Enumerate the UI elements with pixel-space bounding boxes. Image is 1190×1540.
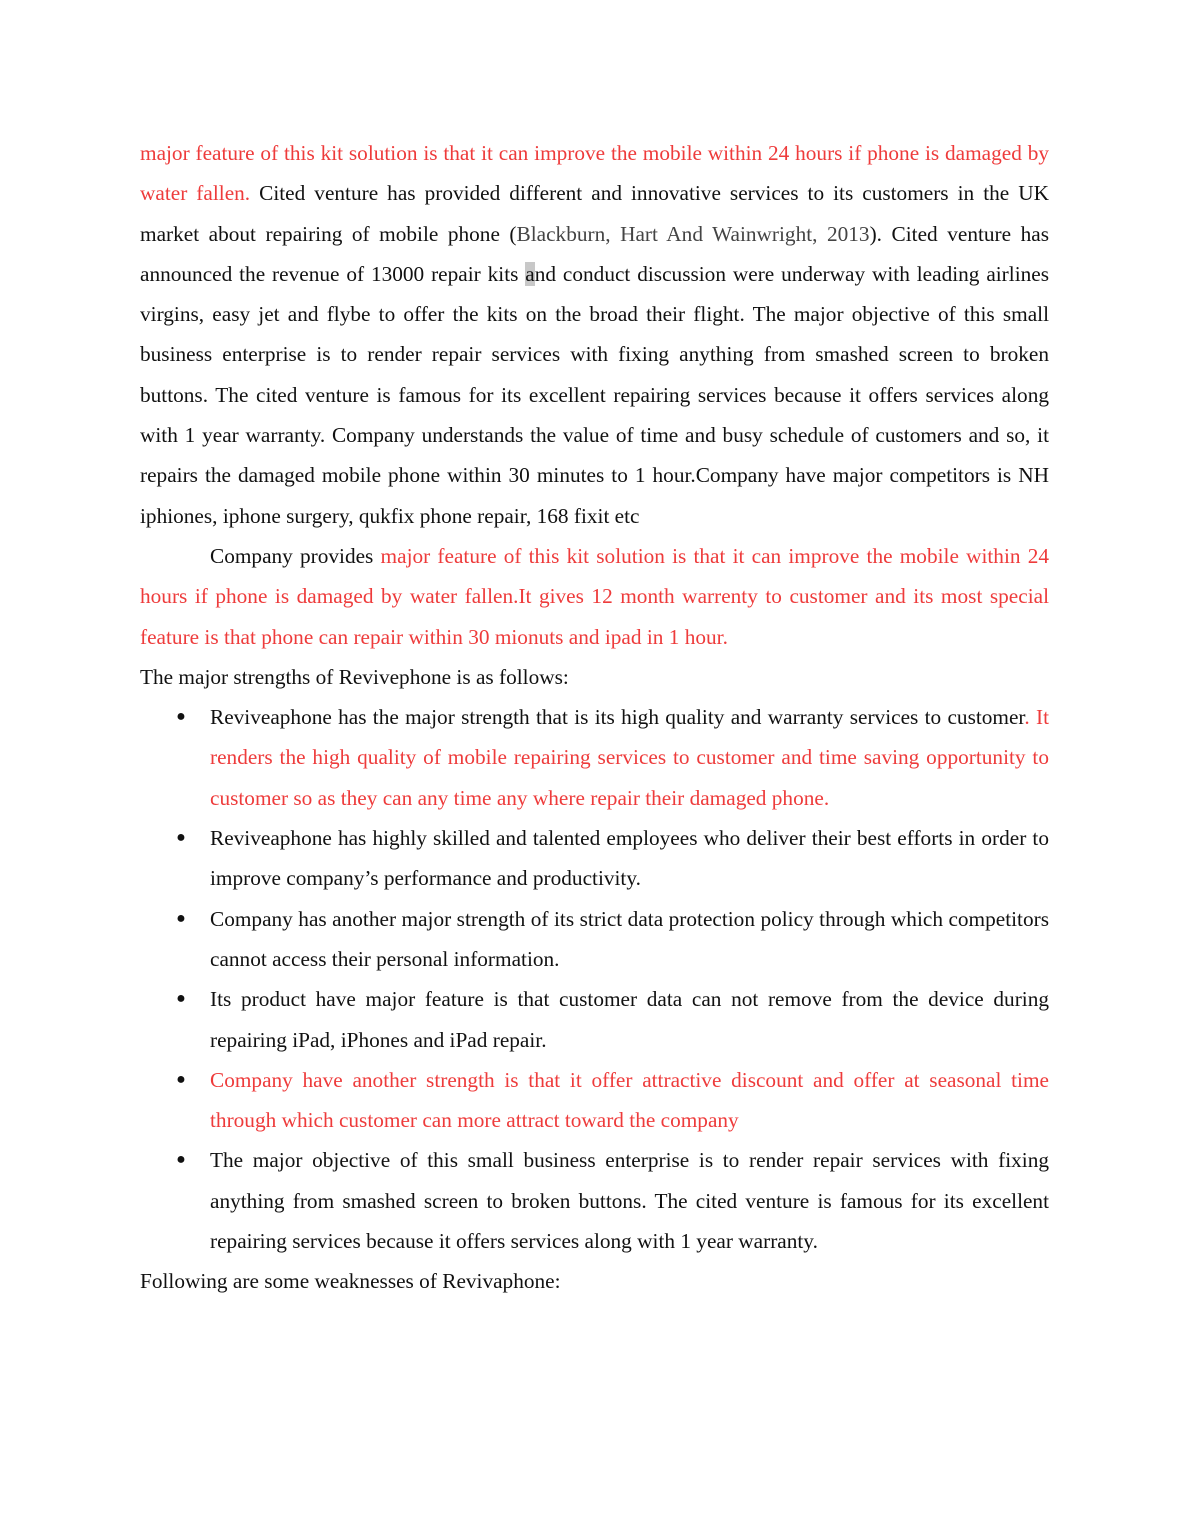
paragraph-company-provides bbox=[140, 536, 1049, 657]
list-item bbox=[140, 818, 1049, 899]
strengths-list bbox=[140, 697, 1049, 1261]
body-text-b: ). Cited venture has announced the revenue of 13000 repair kits bbox=[140, 221, 1049, 286]
list-item-red-text: Company have another strength is that it offer attractive discount and offer at seasonal time through which customer can more attract toward the company bbox=[210, 1067, 1049, 1133]
document-page bbox=[140, 133, 1049, 1302]
bullet-icon: ● bbox=[176, 909, 186, 927]
list-item-text: Reviveaphone has the major strength that is its high quality and warranty services to customer bbox=[210, 705, 1025, 730]
text-cursor-highlight[interactable]: a bbox=[525, 261, 535, 286]
list-item bbox=[140, 1060, 1049, 1141]
list-item bbox=[140, 979, 1049, 1060]
body-text-a: Cited venture has provided different and innovative services to its customers in the UK market about repairing of mobile phone ( bbox=[140, 181, 1049, 246]
bullet-icon: ● bbox=[176, 1151, 186, 1169]
list-item-text: Reviveaphone has highly skilled and talented employees who deliver their best efforts in order to improve company’s performance and productivity. bbox=[210, 826, 1049, 891]
list-item-text: Its product have major feature is that customer data can not remove from the device during repairing iPad, iPhones and iPad repair. bbox=[210, 987, 1049, 1052]
bullet-icon: ● bbox=[176, 1070, 186, 1088]
body-text-c: nd conduct discussion were underway with leading airlines virgins, easy jet and flybe to offer the kits on the broad their flight. The major objective of this small business enterprise is to render repair services with fixing anything from smashed screen to broken buttons. The cited venture is famous for its excellent repairing services because it offers services along with 1 year warranty. Company understands the value of time and busy schedule of customers and so, it repairs the damaged mobile phone within 30 minutes to 1 hour.Company have major competitors is NH iphiones, iphone surgery, qukfix phone repair, 168 fixit etc bbox=[140, 261, 1050, 528]
citation: Blackburn, Hart And Wainwright, 2013 bbox=[516, 221, 870, 246]
list-item bbox=[140, 697, 1049, 818]
company-provides-lead: Company provides bbox=[210, 543, 381, 568]
strengths-heading: The major strengths of Revivephone is as follows: bbox=[140, 664, 569, 689]
list-item-text: Company has another major strength of its strict data protection policy through which competitors cannot access their personal information. bbox=[210, 906, 1049, 971]
company-provides-red: major feature of this kit solution is that it can improve the mobile within 24 hours if phone is damaged by water fallen.It gives 12 month warrenty to customer and its most special feature is that phone can repair within 30 mionuts and ipad in 1 hour. bbox=[140, 543, 1049, 649]
bullet-icon: ● bbox=[176, 708, 186, 726]
list-item bbox=[140, 1140, 1049, 1261]
list-item-red-text: . It renders the high quality of mobile repairing services to customer and time saving opportunity to customer so as they can any time any where repair their damaged phone. bbox=[210, 705, 1049, 810]
weaknesses-heading: Following are some weaknesses of Revivaphone: bbox=[140, 1269, 561, 1294]
list-item-text: The major objective of this small business enterprise is to render repair services with fixing anything from smashed screen to broken buttons. The cited venture is famous for its excellent repairing services because it offers services along with 1 year warranty. bbox=[210, 1148, 1049, 1254]
paragraph-intro bbox=[140, 133, 1049, 536]
list-item bbox=[140, 899, 1049, 980]
bullet-icon: ● bbox=[176, 990, 186, 1008]
bullet-icon: ● bbox=[176, 829, 186, 847]
red-lead-text: major feature of this kit solution is that it can improve the mobile within 24 hours if phone is damaged by water fallen. bbox=[140, 141, 1049, 206]
